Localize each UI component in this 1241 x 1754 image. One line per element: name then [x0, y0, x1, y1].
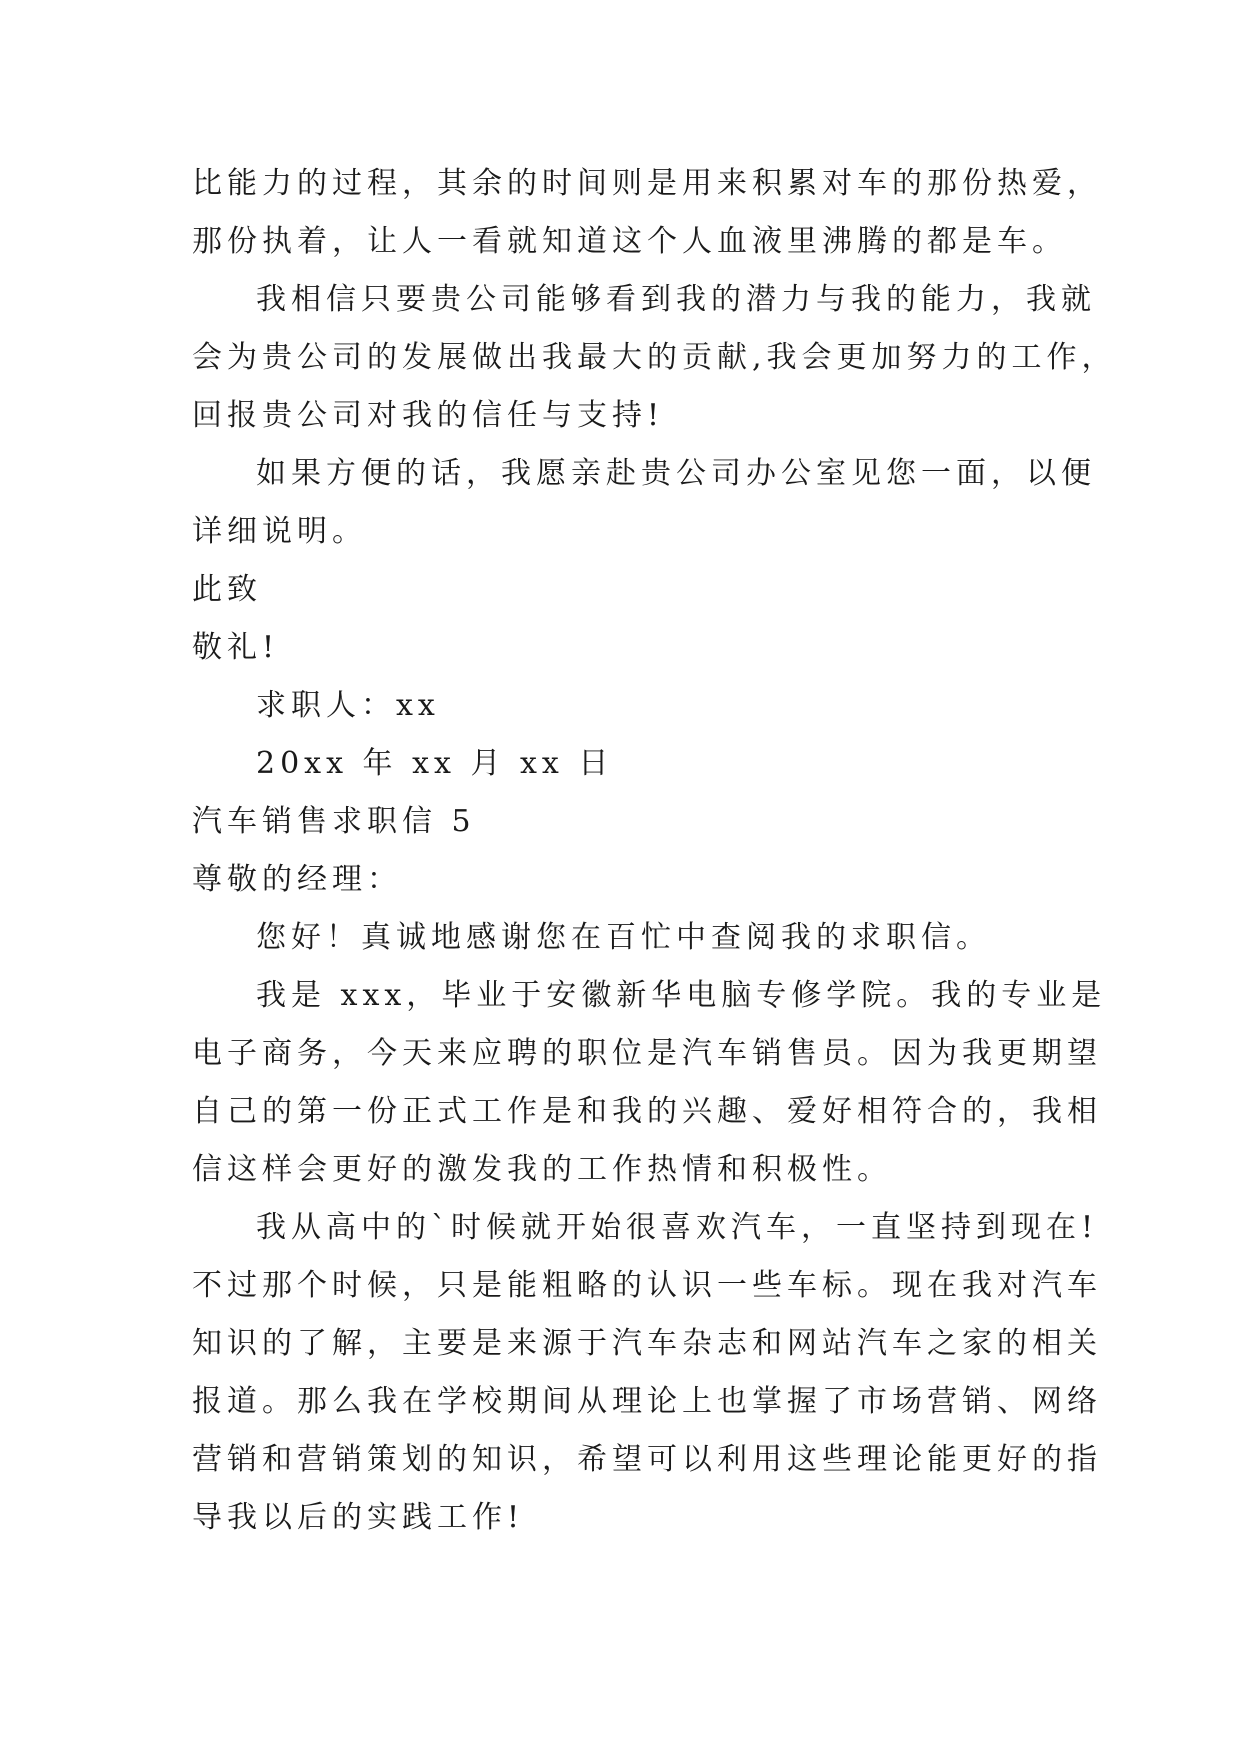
- paragraph-line: 报道。那么我在学校期间从理论上也掌握了市场营销、网络: [192, 1384, 1102, 1419]
- paragraph-line: 信这样会更好的激发我的工作热情和积极性。: [192, 1152, 892, 1187]
- paragraph-line: 知识的了解，主要是来源于汽车杂志和网站汽车之家的相关: [192, 1326, 1102, 1361]
- paragraph-line: 会为贵公司的发展做出我最大的贡献,我会更加努力的工作，: [192, 340, 1117, 375]
- paragraph-line: 我相信只要贵公司能够看到我的潜力与我的能力，我就: [256, 282, 1096, 317]
- paragraph-line: 导我以后的实践工作!: [192, 1500, 525, 1535]
- greeting-line: 尊敬的经理：: [192, 862, 402, 897]
- paragraph-line: 回报贵公司对我的信任与支持!: [192, 398, 665, 433]
- date-line: 20xx 年 xx 月 xx 日: [256, 746, 614, 781]
- paragraph-line: 我是 xxx，毕业于安徽新华电脑专修学院。我的专业是: [256, 978, 1107, 1013]
- paragraph-line: 不过那个时候，只是能粗略的认识一些车标。现在我对汽车: [192, 1268, 1102, 1303]
- document-body: [192, 155, 1117, 1547]
- paragraph-line: 详细说明。: [192, 514, 367, 549]
- paragraph-line: 自己的第一份正式工作是和我的兴趣、爱好相符合的，我相: [192, 1094, 1102, 1129]
- paragraph-line: 比能力的过程，其余的时间则是用来积累对车的那份热爱，: [192, 166, 1102, 201]
- signature-line: 求职人：xx: [256, 688, 440, 723]
- paragraph-line: 您好！真诚地感谢您在百忙中查阅我的求职信。: [256, 920, 991, 955]
- closing-line: 此致: [192, 572, 262, 607]
- paragraph-line: 那份执着，让人一看就知道这个人血液里沸腾的都是车。: [192, 224, 1067, 259]
- paragraph-line: 营销和营销策划的知识，希望可以利用这些理论能更好的指: [192, 1442, 1102, 1477]
- paragraph-line: 如果方便的话，我愿亲赴贵公司办公室见您一面，以便: [256, 456, 1096, 491]
- paragraph-line: 我从高中的`时候就开始很喜欢汽车，一直坚持到现在!: [256, 1210, 1099, 1245]
- paragraph-line: 电子商务，今天来应聘的职位是汽车销售员。因为我更期望: [192, 1036, 1102, 1071]
- section-title: 汽车销售求职信 5: [192, 804, 476, 839]
- salutation-line: 敬礼!: [192, 630, 280, 665]
